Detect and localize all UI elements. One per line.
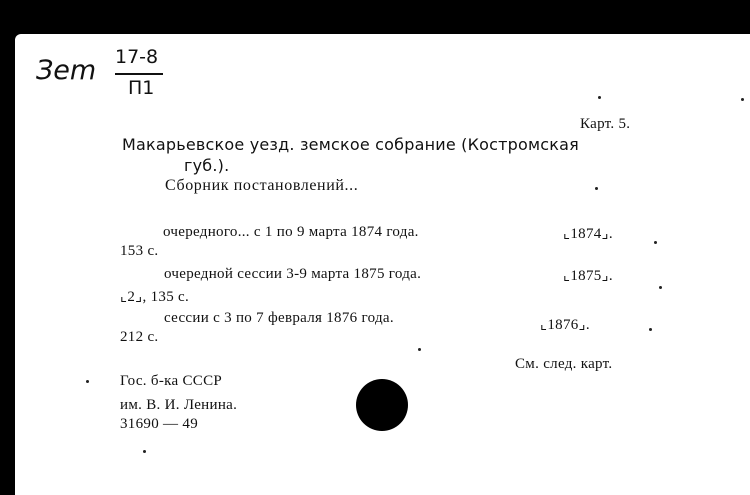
library-line-1: Гос. б-ка СССР bbox=[120, 373, 223, 389]
library-code: 31690 — 49 bbox=[120, 416, 198, 432]
bracket-open-icon: ⌞ bbox=[120, 289, 128, 305]
speck bbox=[86, 380, 89, 383]
see-next-card: См. след. карт. bbox=[515, 356, 613, 372]
bracket-open-icon: ⌞ bbox=[563, 268, 571, 284]
entry-3-year: ⌞1876⌟. bbox=[540, 317, 590, 333]
entry-3-text: сессии с 3 по 7 февраля 1876 года. bbox=[164, 310, 394, 326]
handwritten-prefix: Зem bbox=[36, 55, 97, 86]
entry-1-year-value: 1874 bbox=[570, 226, 602, 242]
handwritten-numerator: 17-8 bbox=[115, 46, 159, 68]
card-number: Карт. 5. bbox=[580, 116, 631, 132]
speck bbox=[595, 187, 598, 190]
entry-2-pages-prefix: 2 bbox=[127, 289, 136, 305]
entry-2-year-value: 1875 bbox=[570, 268, 602, 284]
entry-3-pages: 212 с. bbox=[120, 329, 159, 345]
speck bbox=[143, 450, 146, 453]
bracket-close-icon: ⌟ bbox=[135, 289, 143, 305]
entry-1-year: ⌞1874⌟. bbox=[563, 226, 613, 242]
speck bbox=[598, 96, 601, 99]
handwritten-denominator: П1 bbox=[128, 77, 155, 99]
entry-1-text: очередного... с 1 по 9 марта 1874 года. bbox=[163, 224, 419, 240]
bracket-close-icon: ⌟ bbox=[578, 317, 586, 333]
speck bbox=[418, 348, 421, 351]
speck bbox=[649, 328, 652, 331]
subtitle: Сборник постановлений... bbox=[165, 177, 359, 194]
entry-2-text: очередной сессии 3-9 марта 1875 года. bbox=[164, 266, 422, 282]
bracket-open-icon: ⌞ bbox=[540, 317, 548, 333]
speck bbox=[654, 241, 657, 244]
speck bbox=[659, 286, 662, 289]
fraction-line bbox=[115, 73, 163, 75]
bracket-close-icon: ⌟ bbox=[601, 226, 609, 242]
bracket-close-icon: ⌟ bbox=[601, 268, 609, 284]
entry-2-pages bbox=[120, 287, 189, 306]
entry-1-pages: 153 с. bbox=[120, 243, 159, 259]
hole-punch bbox=[356, 379, 408, 431]
library-line-2: им. В. И. Ленина. bbox=[120, 397, 238, 413]
speck bbox=[741, 98, 744, 101]
heading-line-1: Макарьевское уезд. земское собрание (Костромская bbox=[122, 135, 579, 154]
entry-3-year-value: 1876 bbox=[547, 317, 579, 333]
entry-2-pages-value: , 135 с. bbox=[142, 289, 190, 305]
bracket-open-icon: ⌞ bbox=[563, 226, 571, 242]
heading-line-2: губ.). bbox=[184, 156, 230, 175]
entry-2-year: ⌞1875⌟. bbox=[563, 268, 613, 284]
